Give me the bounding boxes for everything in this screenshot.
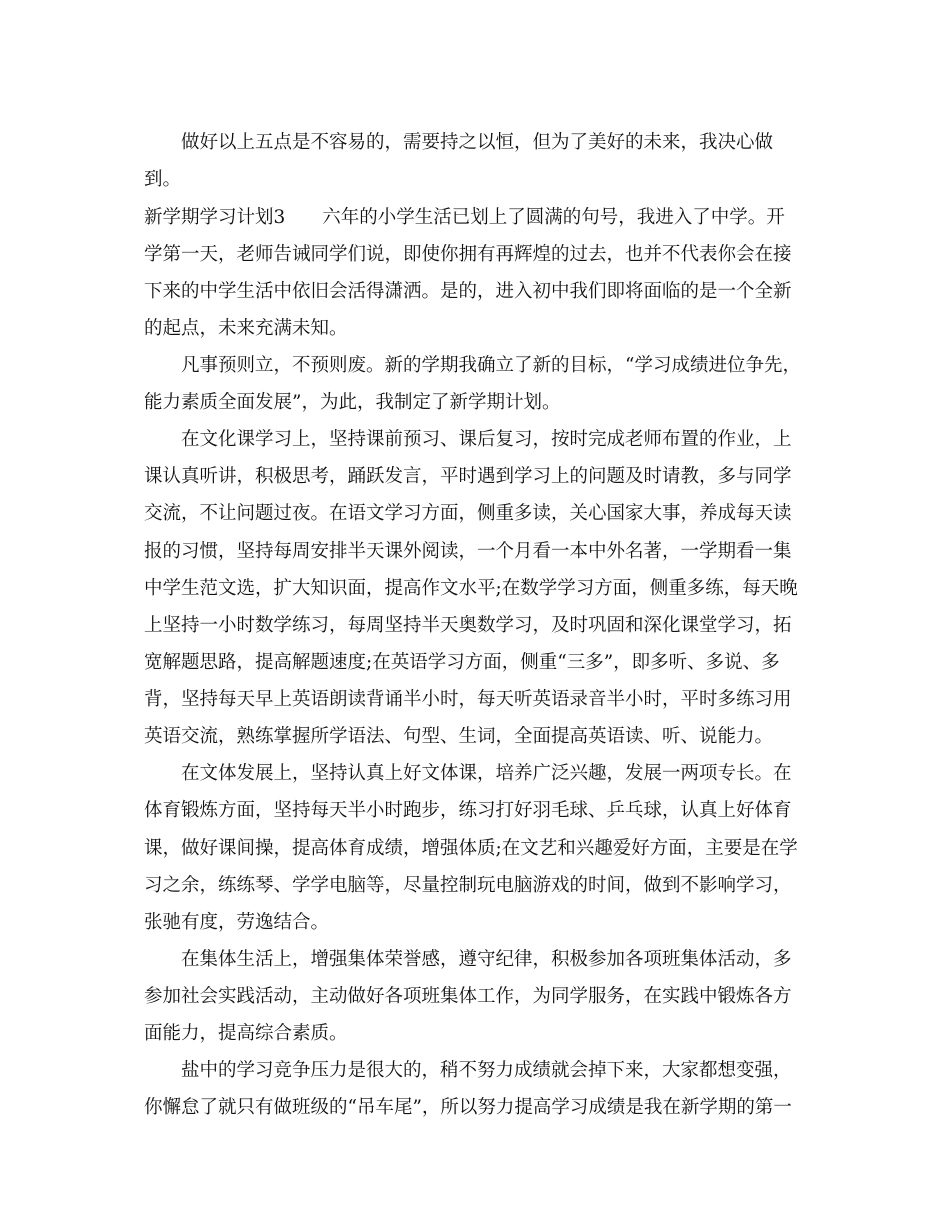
text-line: 上坚持一小时数学练习，每周坚持半天奥数学习，及时巩固和深化课堂学习，拓 — [144, 615, 792, 636]
text-line: 体育锻炼方面，坚持每天半小时跑步，练习打好羽毛球、乒乓球，认真上好体育 — [144, 800, 792, 821]
text-line: 交流，不让问题过夜。在语文学习方面，侧重多读，关心国家大事，养成每天读 — [144, 503, 792, 524]
text-line: 能力素质全面发展”，为此，我制定了新学期计划。 — [144, 392, 561, 413]
text-line: 张驰有度，劳逸结合。 — [144, 912, 330, 933]
text-line: 面能力，提高综合素质。 — [144, 1023, 348, 1044]
text-line: 在集体生活上，增强集体荣誉感，遵守纪律，积极参加各项班集体活动，多 — [181, 949, 792, 970]
text-line: 在文化课学习上，坚持课前预习、课后复习，按时完成老师布置的作业，上 — [181, 429, 792, 450]
text-line: 学第一天，老师告诫同学们说，即使你拥有再辉煌的过去，也并不代表你会在接 — [144, 244, 792, 265]
text-line: 课认真听讲，积极思考，踊跃发言，平时遇到学习上的问题及时请教，多与同学 — [144, 466, 792, 487]
text-line: 习之余，练练琴、学学电脑等，尽量控制玩电脑游戏的时间，做到不影响学习， — [144, 875, 792, 896]
text-line: 英语交流，熟练掌握所学语法、句型、生词，全面提高英语读、听、说能力。 — [144, 726, 774, 747]
text-line: 参加社会实践活动，主动做好各项班集体工作，为同学服务，在实践中锻炼各方 — [144, 986, 792, 1007]
text-line: 报的习惯，坚持每周安排半天课外阅读，一个月看一本中外名著，一学期看一集 — [144, 541, 792, 562]
text-line: 做好以上五点是不容易的，需要持之以恒，但为了美好的未来，我决心做 — [181, 132, 774, 153]
text-line: 你懈怠了就只有做班级的“吊车尾”，所以努力提高学习成绩是我在新学期的第一 — [144, 1097, 792, 1118]
text-line: 宽解题思路，提高解题速度;在英语学习方面，侧重“三多”，即多听、多说、多 — [144, 652, 780, 673]
text-line: 的起点，未来充满未知。 — [144, 318, 348, 339]
text-line: 课，做好课间操，提高体育成绩，增强体质;在文艺和兴趣爱好方面，主要是在学 — [144, 838, 798, 859]
text-line: 在文体发展上，坚持认真上好文体课，培养广泛兴趣，发展一两项专长。在 — [181, 763, 792, 784]
text-line: 新学期学习计划3 六年的小学生活已划上了圆满的句号，我进入了中学。开 — [144, 207, 785, 228]
text-line: 中学生范文选，扩大知识面，提高作文水平;在数学学习方面，侧重多练，每天晚 — [144, 578, 798, 599]
text-line: 凡事预则立，不预则废。新的学期我确立了新的目标，“学习成绩进位争先， — [181, 355, 801, 376]
text-line: 盐中的学习竞争压力是很大的，稍不努力成绩就会掉下来，大家都想变强， — [181, 1060, 792, 1081]
text-line: 背，坚持每天早上英语朗读背诵半小时，每天听英语录音半小时，平时多练习用 — [144, 689, 792, 710]
text-line: 到。 — [144, 169, 182, 190]
text-line: 下来的中学生活中依旧会活得潇洒。是的，进入初中我们即将面临的是一个全新 — [144, 281, 792, 302]
